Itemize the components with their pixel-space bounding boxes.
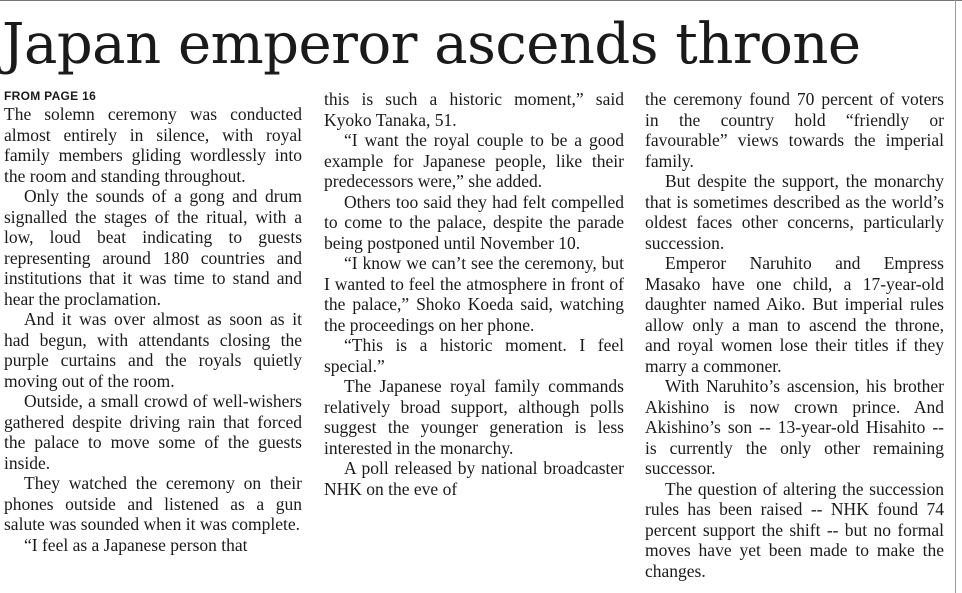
paragraph: And it was over almost as soon as it had begun, with attendants closing the purple curtains and the royals quietly moving out of the room. xyxy=(4,309,302,391)
paragraph: Outside, a small crowd of well-wishers gathered despite driving rain that forced the palace to move some of the guests inside. xyxy=(4,391,302,473)
paragraph: “I know we can’t see the ceremony, but I wanted to feel the atmosphere in front of the palace,” Shoko Koeda said, watching the proceedings on her phone. xyxy=(324,253,624,335)
headline: Japan emperor ascends throne xyxy=(2,12,861,77)
paragraph: The Japanese royal family commands relatively broad support, although polls suggest the younger generation is less interested in the monarchy. xyxy=(324,376,624,458)
paragraph: this is such a historic moment,” said Kyoko Tanaka, 51. xyxy=(324,89,624,130)
kicker: FROM PAGE 16 xyxy=(4,89,97,103)
paragraph: “I feel as a Japanese person that xyxy=(24,534,248,555)
paragraph: Emperor Naruhito and Empress Masako have one child, a 17-year-old daughter named Aiko. But imperial rules allow only a man to ascend the throne, and royal women lose their titles if they marry a commoner. xyxy=(645,253,944,376)
paragraph: With Naruhito’s ascension, his brother Akishino is now crown prince. And Akishino’s son -- 13-year-old Hisahito -- is currently the only other remaining successor. xyxy=(645,376,944,478)
paragraph: “This is a historic moment. I feel special.” xyxy=(324,335,624,376)
paragraph: But despite the support, the monarchy that is sometimes described as the world’s oldest faces other concerns, particularly succession. xyxy=(645,171,944,253)
paragraph: A poll released by national broadcaster NHK on the eve of xyxy=(324,458,624,499)
paragraph: The solemn ceremony was conducted almost entirely in silence, with royal family members gliding wordlessly into the room and standing throughout. xyxy=(4,104,302,186)
paragraph: They watched the ceremony on their phones outside and listened as a gun salute was sounded when it was complete. xyxy=(4,473,302,534)
paragraph: Only the sounds of a gong and drum signalled the stages of the ritual, with a low, loud beat indicating to guests representing around 180 countries and institutions that it was time to stand and hear the proclamation. xyxy=(4,186,302,309)
article-column-1 xyxy=(4,104,302,555)
paragraph: “I want the royal couple to be a good example for Japanese people, like their predecessors were,” she added. xyxy=(324,130,624,191)
right-edge-rule xyxy=(955,0,956,593)
paragraph: the ceremony found 70 percent of voters in the country hold “friendly or favourable” views towards the imperial family. xyxy=(645,89,944,171)
article-column-2 xyxy=(324,89,624,499)
paragraph: The question of altering the succession rules has been raised -- NHK found 74 percent support the shift -- but no formal moves have yet been made to make the changes. xyxy=(645,478,944,581)
top-rule xyxy=(0,0,962,1)
article-column-3 xyxy=(645,89,944,581)
paragraph: Others too said they had felt compelled to come to the palace, despite the parade being postponed until November 10. xyxy=(324,191,624,253)
